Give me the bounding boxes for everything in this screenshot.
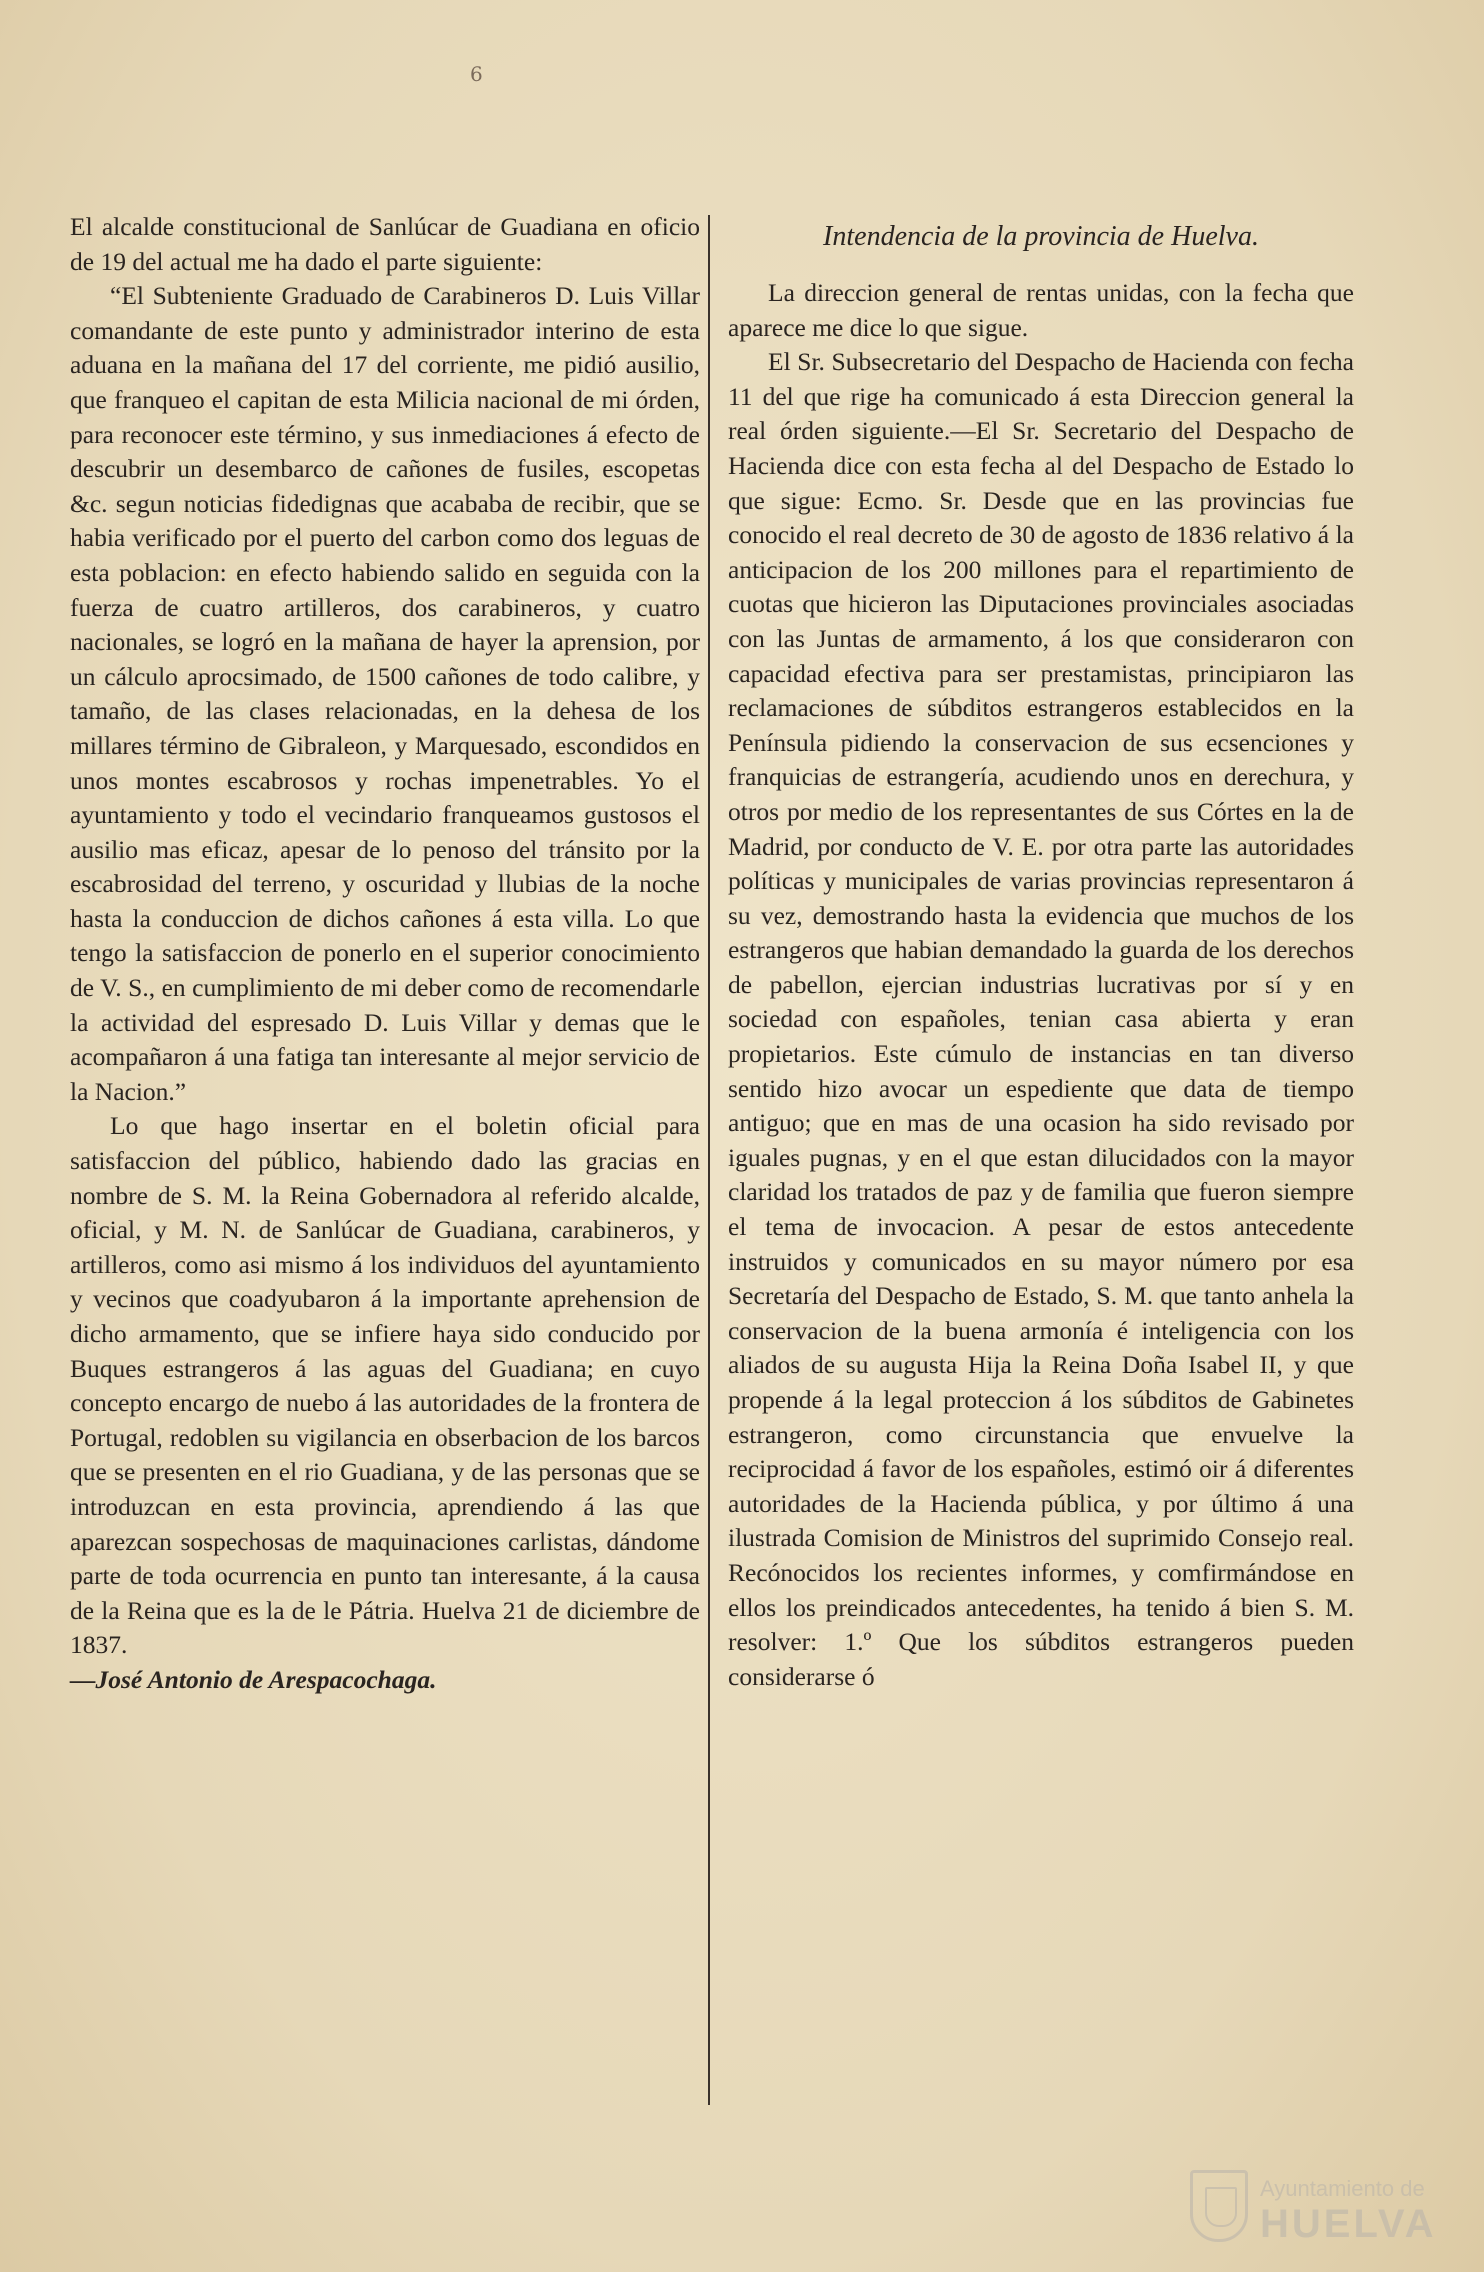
right-column (728, 218, 1354, 1694)
watermark-line1: Ayuntamiento de (1260, 2176, 1425, 2201)
shield-icon (1190, 2170, 1248, 2242)
section-heading: Intendencia de la provincia de Huelva. (823, 221, 1259, 252)
watermark-line2: HUELVA (1260, 2202, 1437, 2246)
column-divider (708, 215, 710, 2105)
paragraph: “El Subteniente Graduado de Carabineros D. Luis Villar comandante de este punto y administrador interino de esta aduana en la mañana del 17 del corriente, me pidió ausilio, que franqueo el capitan de esta Milicia nacional de mi órden, para reconocer este término, y sus inmediaciones á efecto de descubrir un desembarco de cañones de fusiles, escopetas &c. segun noticias fidedignas que acababa de recibir, que se habia verificado por el puerto del carbon como dos leguas de esta poblacion: en efecto habiendo salido en seguida con la fuerza de cuatro artilleros, dos carabineros, y cuatro nacionales, se logró en la mañana de hayer la aprension, por un cálculo aprocsimado, de 1500 cañones de todo calibre, y tamaño, de las clases relacionadas, en la dehesa de los millares término de Gibraleon, y Marquesado, escondidos en unos montes escabrosos y rochas impenetrables. Yo el ayuntamiento y todo el vecindario franqueamos gustosos el ausilio mas eficaz, apesar de lo penoso del tránsito por la escabrosidad del terreno, y oscuridad y llubias de la noche hasta la conduccion de dichos cañones á esta villa. Lo que tengo la satisfaccion de ponerlo en el superior conocimiento de V. S., en cumplimiento de mi deber como de recomendarle la actividad del espresado D. Luis Villar y demas que le acompañaron á una fatiga tan interesante al mejor servicio de la Nacion.” (70, 281, 700, 1106)
signature: —José Antonio de Arespacochaga. (70, 1664, 437, 1694)
paragraph: La direccion general de rentas unidas, con la fecha que aparece me dice lo que sigue. (728, 278, 1354, 342)
left-column (70, 210, 700, 1698)
watermark-logo (1190, 2170, 1440, 2250)
paragraph: Lo que hago insertar en el boletin oficial para satisfaccion del público, habiendo dado las gracias en nombre de S. M. la Reina Gobernadora al referido alcalde, oficial, y M. N. de Sanlúcar de Guadiana, carabineros, y artilleros, como asi mismo á los individuos del ayuntamiento y vecinos que coadyubaron á la importante aprehension de dicho armamento, que se infiere haya sido conducido por Buques estrangeros á las aguas del Guadiana; en cuyo concepto encargo de nuebo á las autoridades de la frontera de Portugal, redoblen su vigilancia en obserbacion de los barcos que se presenten en el rio Guadiana, y de las personas que se introduzcan en esta provincia, aprendiendo á las que aparezcan sospechosas de maquinaciones carlistas, dándome parte de toda ocurrencia en punto tan interesante, á la causa de la Reina que es la de le Pátria. Huelva 21 de diciembre de 1837. (70, 1111, 700, 1660)
paragraph: El alcalde constitucional de Sanlúcar de Guadiana en oficio de 19 del actual me ha dado el parte siguiente: (70, 212, 700, 276)
paragraph: El Sr. Subsecretario del Despacho de Hacienda con fecha 11 del que rige ha comunicado á esta Direccion general la real órden siguiente.—El Sr. Secretario del Despacho de Hacienda dice con esta fecha al del Despacho de Estado lo que sigue: Ecmo. Sr. Desde que en las provincias fue conocido el real decreto de 30 de agosto de 1836 relativo á la anticipacion de los 200 millones para el repartimiento de cuotas que hicieron las Diputaciones provinciales asociadas con las Juntas de armamento, á los que consideraron con capacidad efectiva para ser prestamistas, principiaron las reclamaciones de súbditos estrangeros establecidos en la Península pidiendo la conservacion de sus ecsenciones y franquicias de estrangería, acudiendo unos en derechura, y otros por medio de los representantes de sus Córtes en la de Madrid, por conducto de V. E. por otra parte las autoridades políticas y municipales de varias provincias representaron á su vez, demostrando hasta la evidencia que muchos de los estrangeros que habian demandado la guarda de los derechos de pabellon, ejercian industrias lucrativas por sí y en sociedad con españoles, tenian casa abierta y eran propietarios. Este cúmulo de instancias en tan diverso sentido hizo avocar un espediente que data de tiempo antiguo; que en mas de una ocasion ha sido revisado por iguales pugnas, y en el que estan dilucidados con la mayor claridad los tratados de paz y de familia que fueron siempre el tema de invocacion. A pesar de estos antecedente instruidos y comunicados en su mayor número por esa Secretaría del Despacho de Estado, S. M. que tanto anhela la conservacion de la buena armonía é inteligencia con los aliados de su augusta Hija la Reina Doña Isabel II, y que propende á la legal proteccion á los súbditos de Gabinetes estrangeron, como circunstancia que envuelve la reciprocidad á favor de los españoles, estimó oir á diferentes autoridades de la Hacienda pública, y por último á una ilustrada Comision de Ministros del suprimido Consejo real. Recónocidos los recientes informes, y comfirmándose en ellos los preindicados antecedentes, ha tenido á bien S. M. resolver: 1.º Que los súbditos estrangeros pueden considerarse ó (728, 347, 1354, 1691)
page-mark: 6 (470, 62, 483, 86)
